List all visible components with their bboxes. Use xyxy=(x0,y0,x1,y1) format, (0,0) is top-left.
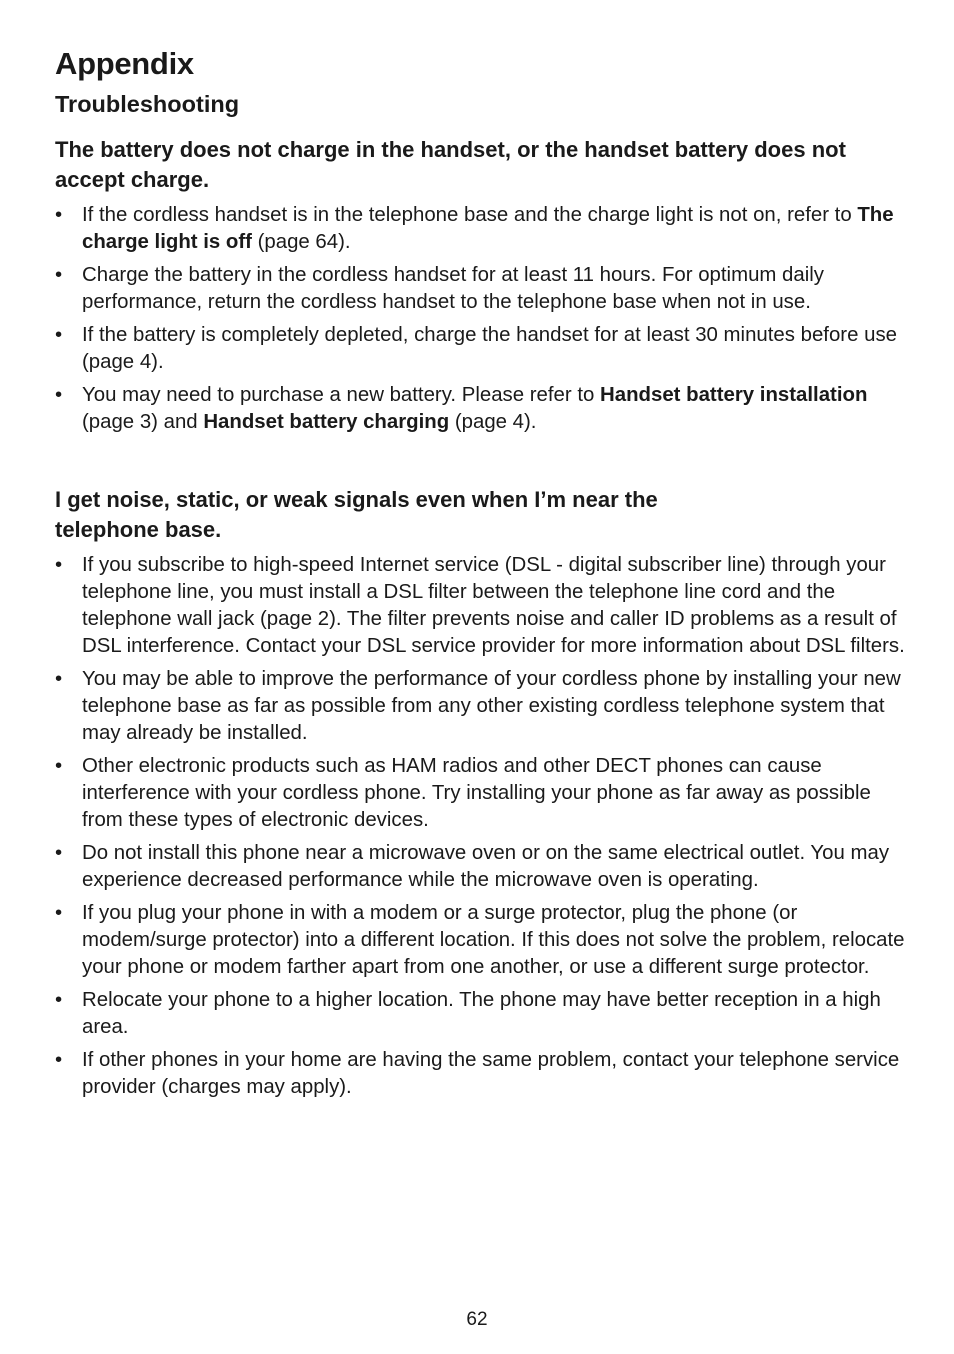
list-item: • You may be able to improve the performance of your cordless phone by installing your new telephone base as far as possible from any other existing cordless telephone system that may already be installed. xyxy=(55,668,901,744)
bullet: • xyxy=(55,842,63,864)
list-item: • Do not install this phone near a microwave oven or on the same electrical outlet. You may experience decreased performance while the microwave oven is operating. xyxy=(55,842,890,891)
bullet: • xyxy=(55,204,63,226)
noise-list xyxy=(55,552,905,1101)
page-number: 62 xyxy=(466,1309,488,1330)
list-item: • If the battery is completely depleted, charge the handset for at least 30 minutes before use (page 4). xyxy=(55,324,897,373)
link-reference: Handset battery installation xyxy=(600,384,868,406)
list-item: • Other electronic products such as HAM radios and other DECT phones can cause interference with your cordless phone. Try installing your phone as far away as possible from these types of electronic devices. xyxy=(55,755,871,831)
battery-heading: The battery does not charge in the handset, or the handset battery does not accept charge. xyxy=(55,137,846,192)
bullet: • xyxy=(55,384,63,406)
list-item: • If you subscribe to high-speed Internet service (DSL - digital subscriber line) through your telephone line, you must install a DSL filter between the telephone line cord and the telephone wall jack (page 2). The filter prevents noise and caller ID problems as a result of DSL interference. Contact your DSL service provider for more information about DSL filters. xyxy=(55,554,905,657)
battery-list xyxy=(55,202,905,436)
bullet: • xyxy=(55,264,63,286)
bullet: • xyxy=(55,554,63,576)
noise-heading: I get noise, static, or weak signals even when I’m near the telephone base. xyxy=(55,487,658,542)
battery-section xyxy=(55,135,905,442)
noise-section xyxy=(55,485,905,1107)
bullet: • xyxy=(55,324,63,346)
link-reference: The charge light is off xyxy=(82,204,894,253)
section-title: Troubleshooting xyxy=(55,91,240,117)
list-item: • Charge the battery in the cordless handset for at least 11 hours. For optimum daily performance, return the cordless handset to the telephone base when not in use. xyxy=(55,264,824,313)
bullet: • xyxy=(55,755,63,777)
bullet: • xyxy=(55,989,63,1011)
bullet: • xyxy=(55,902,63,924)
list-item: • If other phones in your home are having the same problem, contact your telephone service provider (charges may apply). xyxy=(55,1049,900,1098)
bullet: • xyxy=(55,668,63,690)
link-reference: Handset battery charging xyxy=(203,411,450,433)
bullet: • xyxy=(55,1049,63,1071)
list-item: • You may need to purchase a new battery. Please refer to Handset battery installation (page 3) and Handset battery charging (page 4). xyxy=(55,384,868,433)
page-title: Appendix xyxy=(55,46,194,81)
list-item: • If the cordless handset is in the telephone base and the charge light is not on, refer to The charge light is off (page 64). xyxy=(55,204,894,253)
list-item: • Relocate your phone to a higher location. The phone may have better reception in a high area. xyxy=(55,989,881,1038)
list-item: • If you plug your phone in with a modem or a surge protector, plug the phone (or modem/surge protector) into a different location. If this does not solve the problem, relocate your phone or modem farther apart from one another, or use a different surge protector. xyxy=(55,902,905,978)
